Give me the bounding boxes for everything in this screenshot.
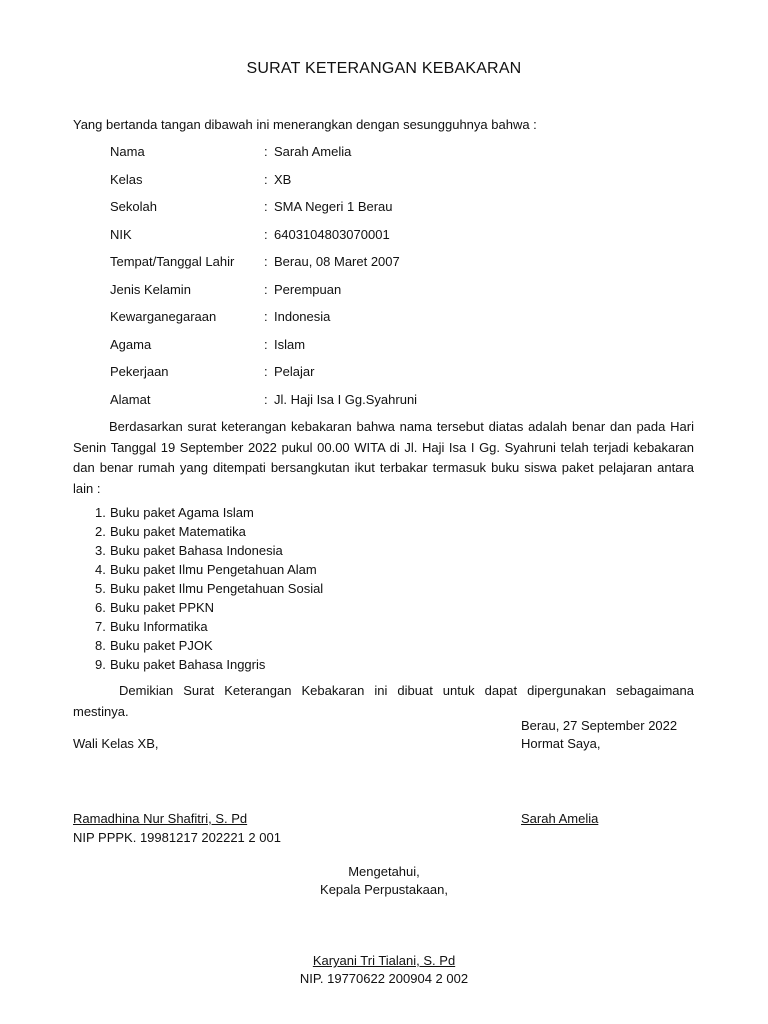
- list-number: 1.: [95, 505, 106, 520]
- list-number: 2.: [95, 524, 106, 539]
- list-item: [95, 524, 323, 543]
- list-text: Buku paket PPKN: [110, 600, 215, 615]
- place-date: Berau, 27 September 2022: [521, 718, 678, 733]
- burned-books-list: [95, 505, 323, 676]
- field-value: XB: [274, 171, 292, 187]
- sender-closing: Hormat Saya,: [521, 736, 601, 751]
- field-value: Pelajar: [274, 364, 315, 379]
- list-text: Buku paket Bahasa Inggris: [110, 657, 266, 672]
- list-item: [95, 562, 323, 581]
- field-colon: :: [264, 309, 268, 324]
- closing-paragraph: Demikian Surat Keterangan Kebakaran ini dibuat untuk dapat dipergunakan sebagaimana mestinya.: [73, 683, 694, 719]
- list-number: 5.: [95, 581, 106, 596]
- field-value: 6403104803070001: [274, 226, 390, 242]
- list-item: [95, 657, 323, 676]
- field-value: Perempuan: [274, 281, 342, 297]
- field-value: Jl. Haji Isa I Gg.Syahruni: [274, 391, 418, 407]
- field-label: Nama: [110, 144, 145, 159]
- statement-paragraph: Berdasarkan surat keterangan kebakaran bahwa nama tersebut diatas adalah benar dan pada Hari Senin Tanggal 19 September 2022 pukul 00.00 WITA di Jl. Haji Isa I Gg. Syahruni telah terjadi kebakaran dan benar rumah yang ditempati bersangkutan ikut terbakar termasuk buku siswa paket pelajaran antara lain :: [73, 419, 694, 496]
- field-label: Sekolah: [110, 199, 157, 214]
- list-item: [95, 619, 323, 638]
- field-colon: :: [264, 391, 268, 407]
- field-value: Indonesia: [274, 309, 331, 324]
- list-number: 7.: [95, 619, 106, 634]
- librarian-name-line: [0, 953, 768, 968]
- field-colon: :: [264, 336, 268, 352]
- homeroom-teacher-role: Wali Kelas XB,: [73, 736, 159, 751]
- list-text: Buku Informatika: [110, 619, 208, 634]
- field-value: Sarah Amelia: [274, 144, 352, 159]
- list-text: Buku paket Ilmu Pengetahuan Sosial: [110, 581, 324, 596]
- acknowledged-label: Mengetahui,: [348, 864, 420, 879]
- list-text: Buku paket Bahasa Indonesia: [110, 543, 283, 558]
- list-number: 9.: [95, 657, 106, 672]
- list-number: 6.: [95, 600, 106, 615]
- field-colon: :: [264, 199, 268, 214]
- intro-text: Yang bertanda tangan dibawah ini menerangkan dengan sesungguhnya bahwa :: [73, 117, 537, 132]
- field-label: Jenis Kelamin: [110, 281, 191, 297]
- list-item: [95, 581, 323, 600]
- homeroom-teacher-nip: NIP PPPK. 19981217 202221 2 001: [73, 830, 281, 845]
- field-colon: :: [264, 281, 268, 297]
- field-label: Agama: [110, 336, 152, 352]
- field-colon: :: [264, 254, 268, 269]
- librarian-role: Kepala Perpustakaan,: [320, 882, 448, 897]
- librarian-nip: NIP. 19770622 200904 2 002: [299, 971, 469, 986]
- field-label: Pekerjaan: [110, 364, 169, 379]
- field-colon: :: [264, 226, 268, 242]
- list-item: [95, 638, 323, 657]
- field-label: NIK: [110, 226, 132, 242]
- field-colon: :: [264, 171, 268, 187]
- field-label: Kewarganegaraan: [110, 309, 217, 324]
- sender-name: Sarah Amelia: [521, 811, 599, 826]
- field-value: Islam: [274, 336, 306, 352]
- list-number: 4.: [95, 562, 106, 577]
- list-text: Buku paket Agama Islam: [110, 505, 254, 520]
- list-item: [95, 543, 323, 562]
- field-colon: :: [264, 364, 268, 379]
- field-value: SMA Negeri 1 Berau: [274, 199, 393, 214]
- homeroom-teacher-name: Ramadhina Nur Shafitri, S. Pd: [73, 811, 248, 826]
- field-label: Kelas: [110, 171, 143, 187]
- field-label: Tempat/Tanggal Lahir: [110, 254, 235, 269]
- list-number: 3.: [95, 543, 106, 558]
- list-item: [95, 505, 323, 524]
- field-label: Alamat: [110, 391, 151, 407]
- list-text: Buku paket PJOK: [110, 638, 213, 653]
- list-item: [95, 600, 323, 619]
- list-text: Buku paket Matematika: [110, 524, 246, 539]
- list-number: 8.: [95, 638, 106, 653]
- list-text: Buku paket Ilmu Pengetahuan Alam: [110, 562, 317, 577]
- letter-title: SURAT KETERANGAN KEBAKARAN: [246, 60, 522, 77]
- field-colon: :: [264, 144, 268, 159]
- librarian-name: Karyani Tri Tialani, S. Pd: [312, 953, 456, 968]
- field-value: Berau, 08 Maret 2007: [274, 254, 400, 269]
